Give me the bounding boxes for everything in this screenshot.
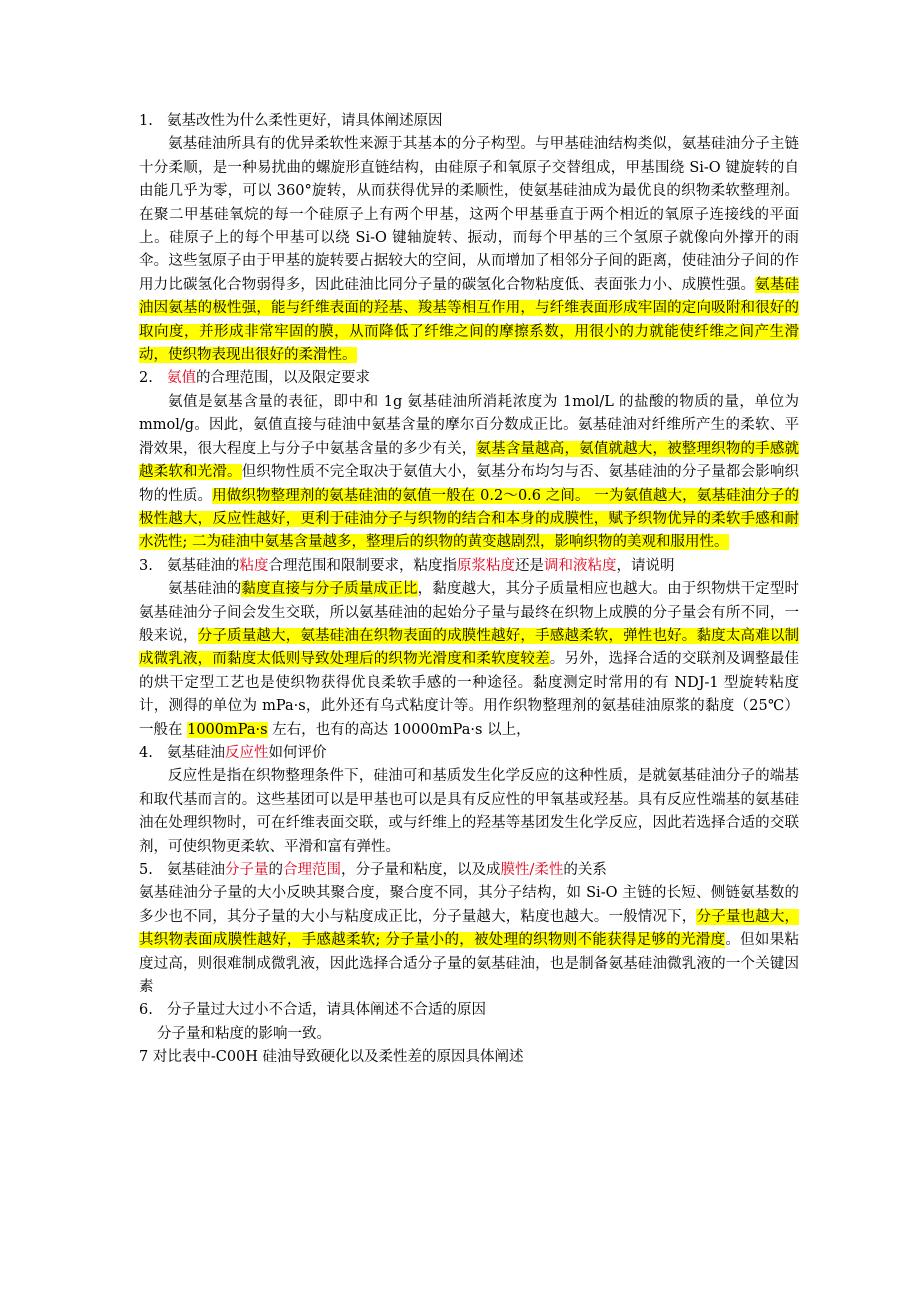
answer-1 — [139, 133, 799, 367]
question-text: 氨基硅油的 — [167, 557, 240, 574]
answer-text: 分子量和粘度的影响一致。 — [157, 1025, 331, 1042]
answer-text: 。但如果粘度过高，则很难制成微乳液，因此选择合适分子量的氨基硅油，也是制备氨基硅油微乳液的一个关键因素 — [139, 932, 799, 996]
question-text: 如何评价 — [268, 744, 327, 761]
highlighted-text: 氨基含量越高，氨值就越大，被整理织物的手感就越柔软和光滑。 — [139, 440, 799, 481]
highlighted-text: 1000mPa·s — [187, 721, 268, 738]
question-text: 分子量过大过小不合适，请具体阐述不合适的原因 — [167, 1002, 486, 1019]
answer-text: 。另外，选择合适的交联剂及调整最佳的烘干定型工艺也是使织物获得优良柔软手感的一种途径。黏度测定时常用的有 NDJ-1 型旋转粘度计，测得的单位为 mPa·s，此外还有乌式粘度计等。用作织物整理剂的氨基硅油原浆的黏度（25℃）一般在 — [139, 651, 800, 738]
answer-6 — [139, 1023, 799, 1046]
red-term: 氨值 — [167, 370, 196, 387]
red-term: 合理范围 — [283, 862, 341, 878]
question-4 — [139, 742, 799, 765]
question-text: 还是 — [515, 557, 544, 574]
red-term: 粘度 — [239, 557, 269, 574]
answer-text: 氨基硅油分子量的大小反映其聚合度，聚合度不同，其分子结构，如 Si-O 主链的长短、侧链氨基数的多少也不同，其分子量的大小与粘度成正比，分子量越大，粘度也越大。一般情况下， — [139, 885, 799, 925]
answer-text: 但织物性质不完全取决于氨值大小，氨基分布均匀与否、氨基硅油的分子量都会影响织物的性质。 — [139, 464, 800, 504]
question-3 — [139, 555, 799, 578]
highlighted-text: 分子量也越大，其织物表面成膜性越好，手感越柔软; 分子量小的，被处理的织物则不能获得足够的光滑度 — [139, 908, 800, 949]
question-text: 氨基硅油 — [167, 744, 225, 761]
question-2 — [139, 367, 799, 390]
question-number: 3. — [139, 557, 153, 574]
highlighted-text: 黏度直接与分子质量成正比 — [241, 581, 418, 598]
question-text: ，分子量和粘度，以及成 — [341, 862, 501, 878]
red-term: 原浆粘度 — [457, 557, 515, 574]
answer-2 — [139, 391, 799, 555]
question-number: 2. — [139, 370, 153, 387]
answer-4 — [139, 765, 799, 859]
question-number: 6. — [139, 1002, 153, 1019]
answer-text: 反应性是指在织物整理条件下，硅油可和基质发生化学反应的这种性质，是就氨基硅油分子的端基和取代基而言的。这些基团可以是甲基也可以是具有反应性的甲氧基或羟基。具有反应性端基的氨基硅油在处理织物时，可在纤维表面交联，或与纤维上的羟基等基团发生化学反应，因此若选择合适的交联剂，可使织物更柔软、平滑和富有弹性。 — [139, 768, 799, 855]
red-term: 分子量 — [225, 862, 269, 878]
highlighted-text: 分子质量越大，氨基硅油在织物表面的成膜性越好，手感越柔软，弹性也好。黏度太高难以制成微乳液，而黏度太低则导致处理后的织物光滑度和柔软度较差 — [139, 627, 800, 668]
question-6 — [139, 999, 799, 1022]
answer-text: 氨基硅油所具有的优异柔软性来源于其基本的分子构型。与甲基硅油结构类似，氨基硅油分子主链十分柔顺，是一种易扰曲的螺旋形直链结构，由硅原子和氧原子交替组成，甲基围绕 Si-O 键旋转的自由能几乎为零，可以 360°旋转，从而获得优异的柔顺性，使氨基硅油成为最优良的织物柔软整理剂。在聚二甲基硅氧烷的每一个硅原子上有两个甲基，这两个甲基垂直于两个相近的氧原子连接线的平面上。硅原子上的每个甲基可以绕 Si-O 键轴旋转、振动，而每个甲基的三个氢原子就像向外撑开的雨伞。这些氢原子由于甲基的旋转要占据较大的空间，从而增加了相邻分子间的距离，使硅油分子间的作用力比碳氢化合物弱得多，因此硅油比同分子量的碳氢化合物粘度低、表面张力小、成膜性强。 — [139, 136, 799, 293]
question-number: 4. — [139, 744, 153, 761]
question-text: 氨基硅油 — [167, 862, 225, 878]
answer-text: ，黏度越大，其分子质量相应也越大。由于织物烘干定型时氨基硅油分子间会发生交联，所以氨基硅油的起始分子量与最终在织物上成膜的分子量会有所不同，一般来说， — [139, 581, 800, 644]
question-text: 合理范围和限制要求，粘度指 — [268, 557, 457, 574]
red-term: 膜性/柔性 — [500, 862, 564, 878]
highlighted-text: 用做织物整理剂的氨基硅油的氨值一般在 0.2～0.6 之间。 一为氨值越大，氨基硅油分子的极性越大，反应性越好，更利于硅油分子与织物的结合和本身的成膜性，赋予织物优异的柔软手感和耐水洗性; 二为硅油中氨基含量越多，整理后的织物的黄变越剧烈，影响织物的美观和服用性。 — [139, 487, 800, 551]
highlighted-text: 氨基硅油因氨基的极性强，能与纤维表面的羟基、羧基等相互作用，与纤维表面形成牢固的定向吸附和很好的取向度，并形成非常牢固的膜，从而降低了纤维之间的摩擦系数，用很小的力就能使纤维之间产生滑动，使织物表现出很好的柔滑性。 — [139, 276, 799, 364]
answer-3 — [139, 578, 799, 742]
document-body — [139, 110, 799, 1070]
question-text: 的合理范围，以及限定要求 — [196, 370, 370, 387]
question-number: 5. — [139, 862, 153, 878]
question-text: 7 对比表中-C00H 硅油导致硬化以及柔性差的原因具体阐述 — [139, 1049, 524, 1066]
answer-text: 左右，也有的高达 10000mPa·s 以上， — [267, 721, 531, 738]
question-7 — [139, 1046, 799, 1069]
question-5 — [139, 859, 799, 882]
answer-5 — [139, 882, 799, 999]
question-number: 1. — [139, 113, 153, 129]
question-text: 的 — [268, 862, 283, 878]
red-term: 调和液粘度 — [544, 557, 617, 574]
answer-text: 氨基硅油的 — [168, 581, 242, 598]
question-text: ，请说明 — [616, 557, 675, 574]
question-text: 氨基改性为什么柔性更好，请具体阐述原因 — [167, 113, 443, 129]
question-text: 的关系 — [563, 862, 607, 878]
red-term: 反应性 — [225, 744, 269, 761]
answer-text: 氨值是氨基含量的表征，即中和 1g 氨基硅油所消耗浓度为 1mol/L 的盐酸的物质的量，单位为 mmol/g。因此，氨值直接与硅油中氨基含量的摩尔百分数成正比。氨基硅油对纤维所产生的柔软、平滑效果，很大程度上与分子中氨基含量的多少有关， — [139, 393, 799, 457]
question-1 — [139, 110, 799, 133]
